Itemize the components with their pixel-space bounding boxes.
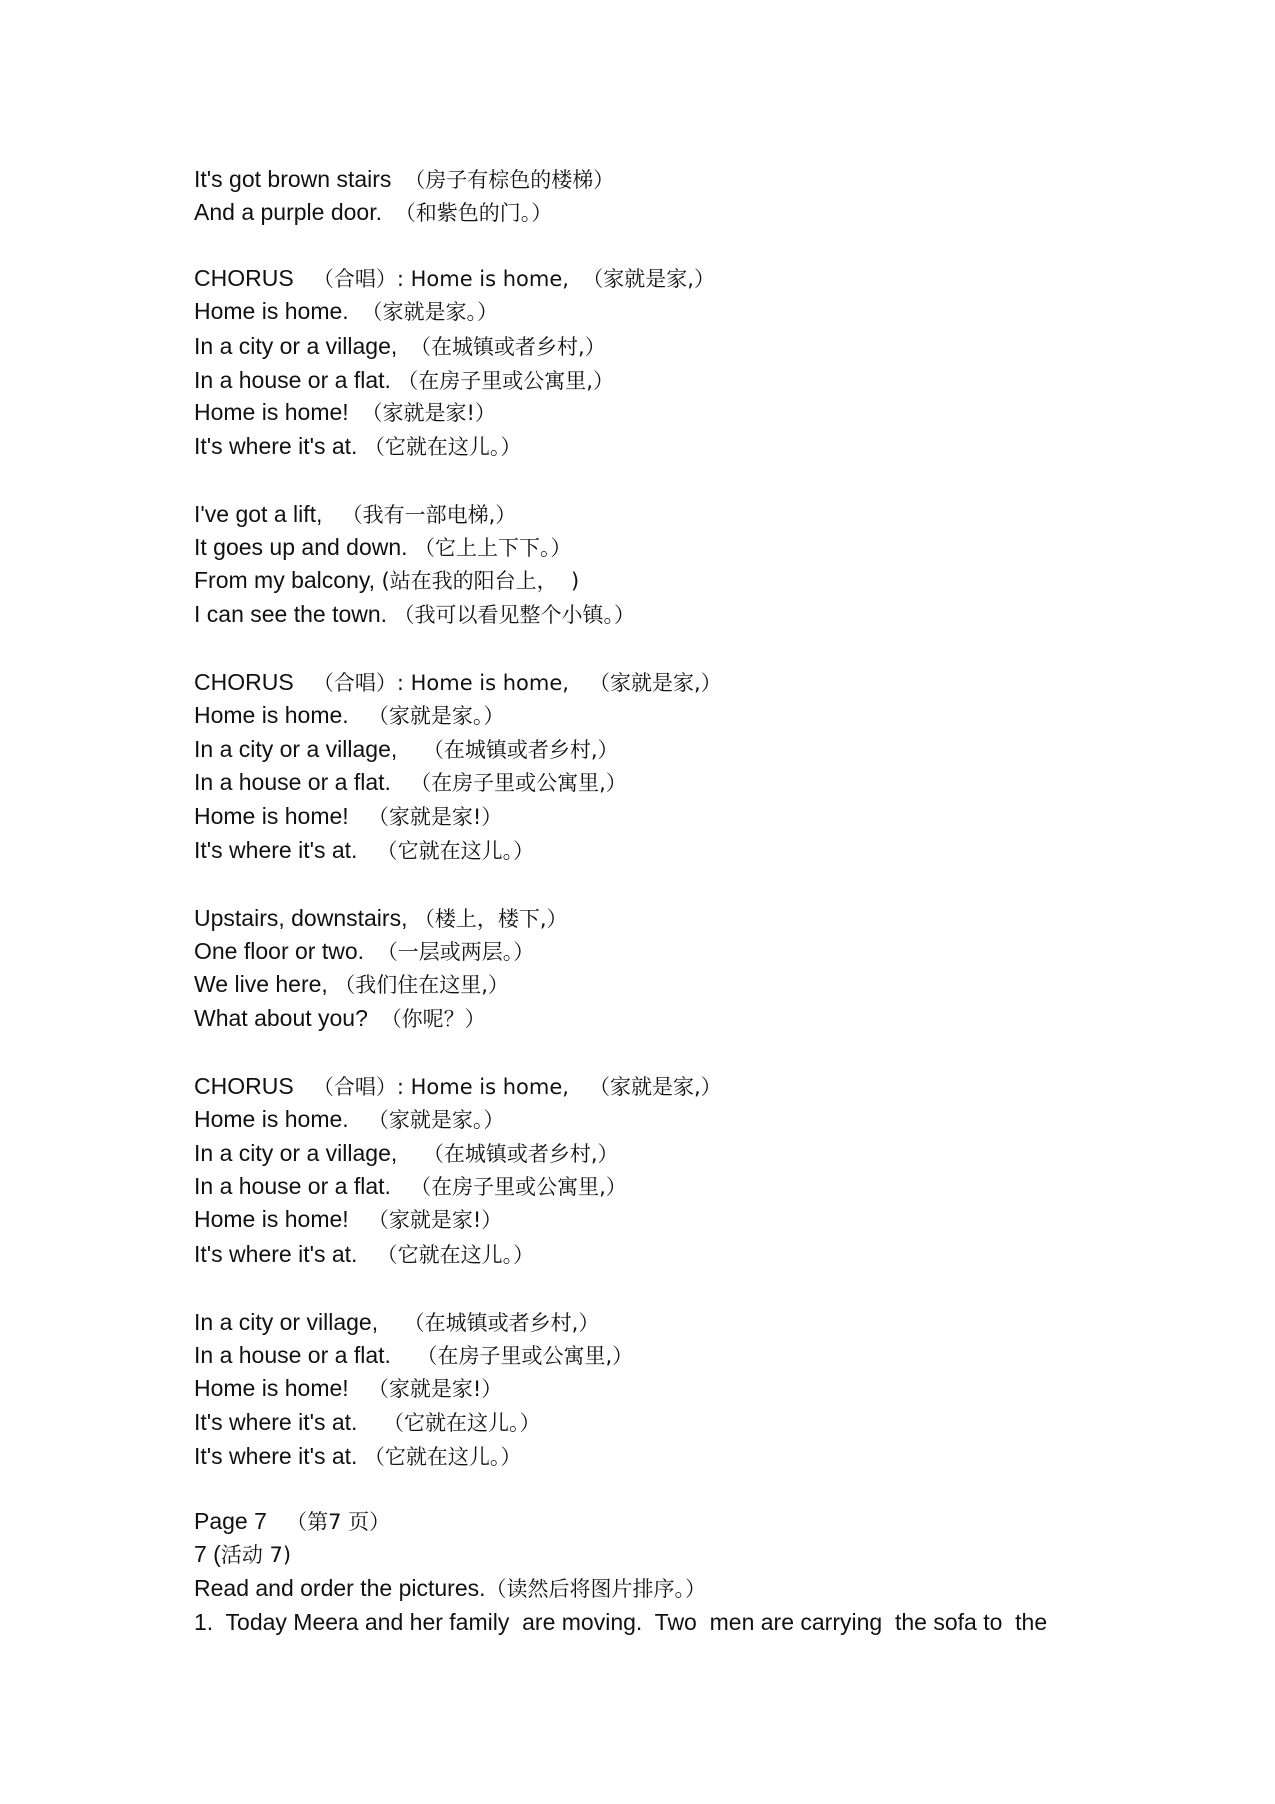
chorus-label-line <box>194 264 715 293</box>
chinese-translation: （家就是家!） <box>361 401 496 425</box>
chorus-label-line <box>194 1072 722 1101</box>
english-text: In a city or a village, <box>194 333 398 359</box>
chinese-translation: （合唱）: Home is home, （家就是家,） <box>312 1075 722 1099</box>
chinese-translation: （在城镇或者乡村,） <box>410 335 606 359</box>
chinese-translation: （它就在这儿。） <box>376 1243 535 1267</box>
english-text: It's got brown stairs <box>194 166 392 192</box>
english-text: In a city or a village, <box>194 736 398 762</box>
lyric-line <box>194 332 606 361</box>
activity-heading-line <box>194 1540 291 1569</box>
english-text: Home is home! <box>194 1206 349 1232</box>
lyric-line <box>194 836 534 865</box>
chinese-translation: （它就在这儿。） <box>376 839 535 863</box>
lyric-line <box>194 1240 534 1269</box>
lyric-line <box>194 904 568 933</box>
lyric-line <box>194 500 516 529</box>
lyric-line <box>194 1004 486 1033</box>
chinese-translation: （在城镇或者乡村,） <box>403 1311 600 1335</box>
chinese-translation: （它就在这儿。） <box>363 435 522 459</box>
instruction-line <box>194 1574 706 1603</box>
chinese-translation: （在房子里或公寓里,） <box>410 1175 627 1199</box>
english-text: CHORUS <box>194 669 294 695</box>
chinese-translation: （合唱）: Home is home, （家就是家,） <box>312 267 715 291</box>
english-text: CHORUS <box>194 1073 294 1099</box>
chinese-translation: （我可以看见整个小镇。） <box>393 603 635 627</box>
english-text: I've got a lift, <box>194 501 323 527</box>
chinese-translation: （在房子里或公寓里,） <box>397 369 614 393</box>
chinese-translation: （读然后将图片排序。） <box>485 1577 707 1601</box>
chinese-translation: (站在我的阳台上， ) <box>381 569 580 593</box>
lyric-line <box>194 1105 504 1134</box>
chinese-translation: （楼上，楼下,） <box>413 907 568 931</box>
chinese-translation: （在城镇或者乡村,） <box>422 1142 619 1166</box>
english-text: In a city or a village, <box>194 1140 398 1166</box>
chinese-translation: （它就在这儿。） <box>363 1445 522 1469</box>
lyric-line <box>194 701 504 730</box>
english-text: From my balcony, <box>194 567 376 593</box>
english-text: It's where it's at. <box>194 1443 358 1469</box>
lyric-line <box>194 165 614 194</box>
chinese-translation: （家就是家!） <box>367 1377 503 1401</box>
chinese-translation: （它就在这儿。） <box>383 1411 541 1435</box>
english-text: In a house or a flat. <box>194 1342 391 1368</box>
chinese-translation: （我们住在这里,） <box>334 973 509 997</box>
english-text: What about you? <box>194 1005 368 1031</box>
english-text: It goes up and down. <box>194 534 408 560</box>
chinese-translation: （第7 页） <box>286 1510 391 1534</box>
lyric-line <box>194 1374 502 1403</box>
lyric-line <box>194 432 521 461</box>
chinese-translation: （家就是家!） <box>367 805 503 829</box>
english-text: It's where it's at. <box>194 837 358 863</box>
lyric-line <box>194 198 552 227</box>
lyric-line <box>194 1341 633 1370</box>
english-text: 7 ( <box>194 1541 221 1567</box>
english-text: Upstairs, downstairs, <box>194 905 408 931</box>
lyric-line <box>194 768 627 797</box>
lyric-line <box>194 297 498 326</box>
english-text: It's where it's at. <box>194 1409 358 1435</box>
english-text: We live here, <box>194 971 328 997</box>
lyric-line <box>194 1408 541 1437</box>
chorus-label-line <box>194 668 722 697</box>
english-text: In a house or a flat. <box>194 1173 391 1199</box>
english-text: One floor or two. <box>194 938 365 964</box>
english-text: Home is home. <box>194 1106 349 1132</box>
lyric-line <box>194 533 571 562</box>
english-text: 1. Today Meera and her family are moving. Two men are carrying the sofa to the <box>194 1609 1048 1635</box>
english-text: It's where it's at. <box>194 433 358 459</box>
chinese-translation: （合唱）: Home is home, （家就是家,） <box>312 671 722 695</box>
lyric-line <box>194 970 509 999</box>
exercise-line <box>194 1608 1047 1636</box>
chinese-translation: （我有一部电梯,） <box>341 503 517 527</box>
page-heading-line <box>194 1507 390 1536</box>
chinese-translation: （一层或两层。） <box>376 940 535 964</box>
chinese-translation: （房子有棕色的楼梯） <box>404 168 615 192</box>
lyric-line <box>194 937 534 966</box>
chinese-translation: （在房子里或公寓里,） <box>416 1344 634 1368</box>
lyric-line <box>194 802 502 831</box>
chinese-translation: （它上上下下。） <box>413 536 572 560</box>
english-text: And a purple door. <box>194 199 382 225</box>
chinese-translation: （在城镇或者乡村,） <box>422 738 619 762</box>
chinese-translation: （家就是家。） <box>367 1108 505 1132</box>
english-text: It's where it's at. <box>194 1241 358 1267</box>
chinese-translation: （和紫色的门。） <box>394 201 553 225</box>
chinese-translation: （家就是家。） <box>361 300 498 324</box>
lyric-line <box>194 398 496 427</box>
lyric-line <box>194 366 614 395</box>
english-text: Home is home. <box>194 298 349 324</box>
lyric-line <box>194 1139 619 1168</box>
lyric-line <box>194 1205 502 1234</box>
chinese-translation: （家就是家。） <box>367 704 505 728</box>
english-text: Home is home! <box>194 1375 349 1401</box>
lyric-line <box>194 566 579 595</box>
lyric-line <box>194 600 635 629</box>
lyric-line <box>194 1172 627 1201</box>
english-text: Page 7 <box>194 1508 267 1534</box>
english-text: Home is home. <box>194 702 349 728</box>
english-text: I can see the town. <box>194 601 388 627</box>
english-text: Home is home! <box>194 803 349 829</box>
english-text: In a house or a flat. <box>194 367 391 393</box>
english-text: CHORUS <box>194 265 294 291</box>
lyric-line <box>194 1308 599 1337</box>
english-text: Read and order the pictures. <box>194 1575 486 1601</box>
english-text: In a house or a flat. <box>194 769 391 795</box>
chinese-translation: （你呢？） <box>380 1007 486 1031</box>
chinese-translation: 活动 7) <box>220 1543 292 1567</box>
english-text: In a city or village, <box>194 1309 379 1335</box>
chinese-translation: （家就是家!） <box>367 1208 503 1232</box>
english-text: Home is home! <box>194 399 349 425</box>
chinese-translation: （在房子里或公寓里,） <box>410 771 627 795</box>
lyric-line <box>194 735 619 764</box>
lyric-line <box>194 1442 521 1471</box>
